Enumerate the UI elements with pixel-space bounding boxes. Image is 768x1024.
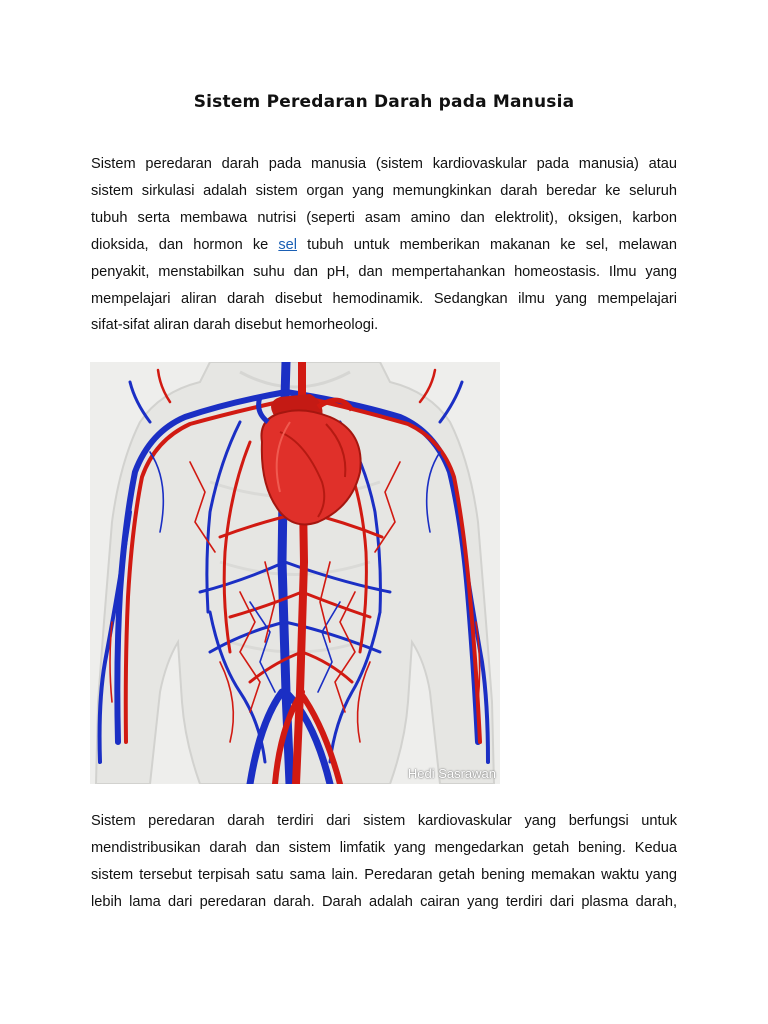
paragraph-line: Sistem peredaran darah pada manusia (sistem kardiovaskular pada manusia) atau	[91, 156, 677, 172]
circulatory-illustration	[90, 362, 500, 784]
sel-link[interactable]: sel	[278, 236, 298, 253]
paragraph-line: lebih lama dari peredaran darah. Darah adalah cairan yang terdiri dari plasma darah,	[91, 893, 677, 910]
intro-paragraph	[91, 151, 677, 339]
paragraph-line: tubuh serta membawa nutrisi (seperti asam amino dan elektrolit), oksigen, karbon	[91, 209, 677, 226]
paragraph-line: Sistem peredaran darah terdiri dari sistem kardiovaskular yang berfungsi untuk	[91, 813, 677, 829]
paragraph-line: mempelajari aliran darah disebut hemodinamik. Sedangkan ilmu yang mempelajari	[91, 290, 677, 307]
paragraph-line	[91, 232, 677, 259]
image-watermark: Hedi Sasrawan	[407, 766, 496, 781]
paragraph-line: sistem tersebut terpisah satu sama lain. Peredaran getah bening memakan waktu yang	[91, 866, 677, 883]
paragraph-line: mendistribusikan darah dan sistem limfatik yang mengedarkan getah bening. Kedua	[91, 839, 677, 856]
line-text: tubuh untuk memberikan makanan ke sel, melawan	[297, 236, 677, 253]
paragraph-line: penyakit, menstabilkan suhu dan pH, dan mempertahankan homeostasis. Ilmu yang	[91, 263, 677, 280]
second-paragraph	[91, 808, 677, 916]
line-text: dioksida, dan hormon ke	[91, 236, 279, 253]
circulatory-system-image	[90, 362, 500, 784]
page-title: Sistem Peredaran Darah pada Manusia	[193, 92, 575, 112]
paragraph-line: sifat-sifat aliran darah disebut hemorheologi.	[91, 317, 379, 334]
paragraph-line: sistem sirkulasi adalah sistem organ yang memungkinkan darah beredar ke seluruh	[91, 182, 677, 199]
